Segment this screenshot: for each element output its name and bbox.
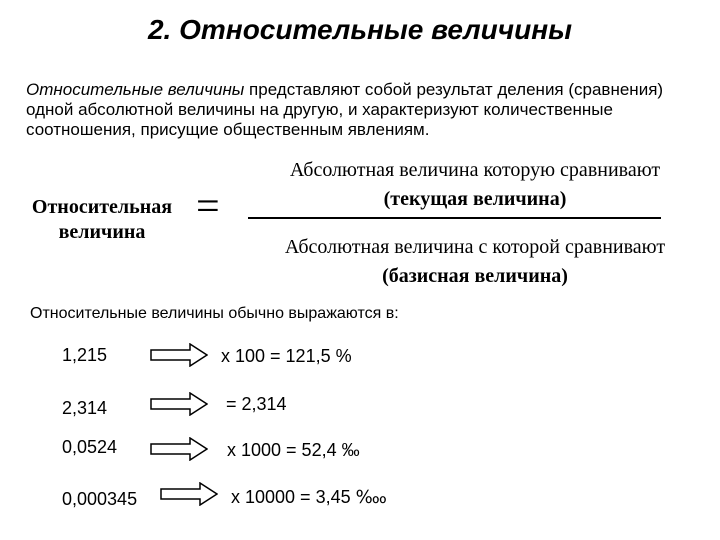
page-title: 2. Относительные величины — [147, 14, 573, 45]
numerator-subtext: (текущая величина) — [383, 188, 567, 210]
example-result: х 1000 = 52,4 ‰ — [227, 440, 360, 460]
example-value: 0,000345 — [62, 489, 138, 509]
example-value: 1,215 — [62, 345, 108, 365]
right-arrow-icon — [150, 392, 208, 416]
example-value: 2,314 — [62, 398, 108, 418]
expressed-intro: Относительные величины обычно выражаются в: — [30, 305, 399, 322]
denominator-text: Абсолютная величина с которой сравнивают — [284, 236, 666, 258]
intro-text: представляют собой результат деления (сравнения) одной абсолютной величины на другую, и характеризуют количественные соотношения, присущие общественным явлениям. — [26, 80, 664, 139]
fraction-bar — [248, 217, 661, 219]
formula-lhs-line1: Относительная — [31, 196, 173, 218]
example-result: х 100 = 121,5 % — [221, 346, 352, 366]
example-value: 0,0524 — [62, 437, 118, 457]
formula-lhs-line2: величина — [58, 221, 146, 243]
formula-lhs — [12, 195, 192, 245]
example-result: = 2,314 — [226, 394, 287, 414]
denominator-subtext: (базисная величина) — [382, 265, 568, 287]
numerator-text: Абсолютная величина которую сравнивают — [289, 159, 661, 181]
right-arrow-icon — [150, 437, 208, 461]
equals-sign: = — [196, 184, 220, 230]
right-arrow-icon — [150, 343, 208, 367]
right-arrow-icon — [160, 482, 218, 506]
intro-term: Относительные величины — [26, 80, 245, 99]
example-result: х 10000 = 3,45 ‱ — [231, 487, 387, 507]
intro-paragraph — [26, 80, 666, 140]
